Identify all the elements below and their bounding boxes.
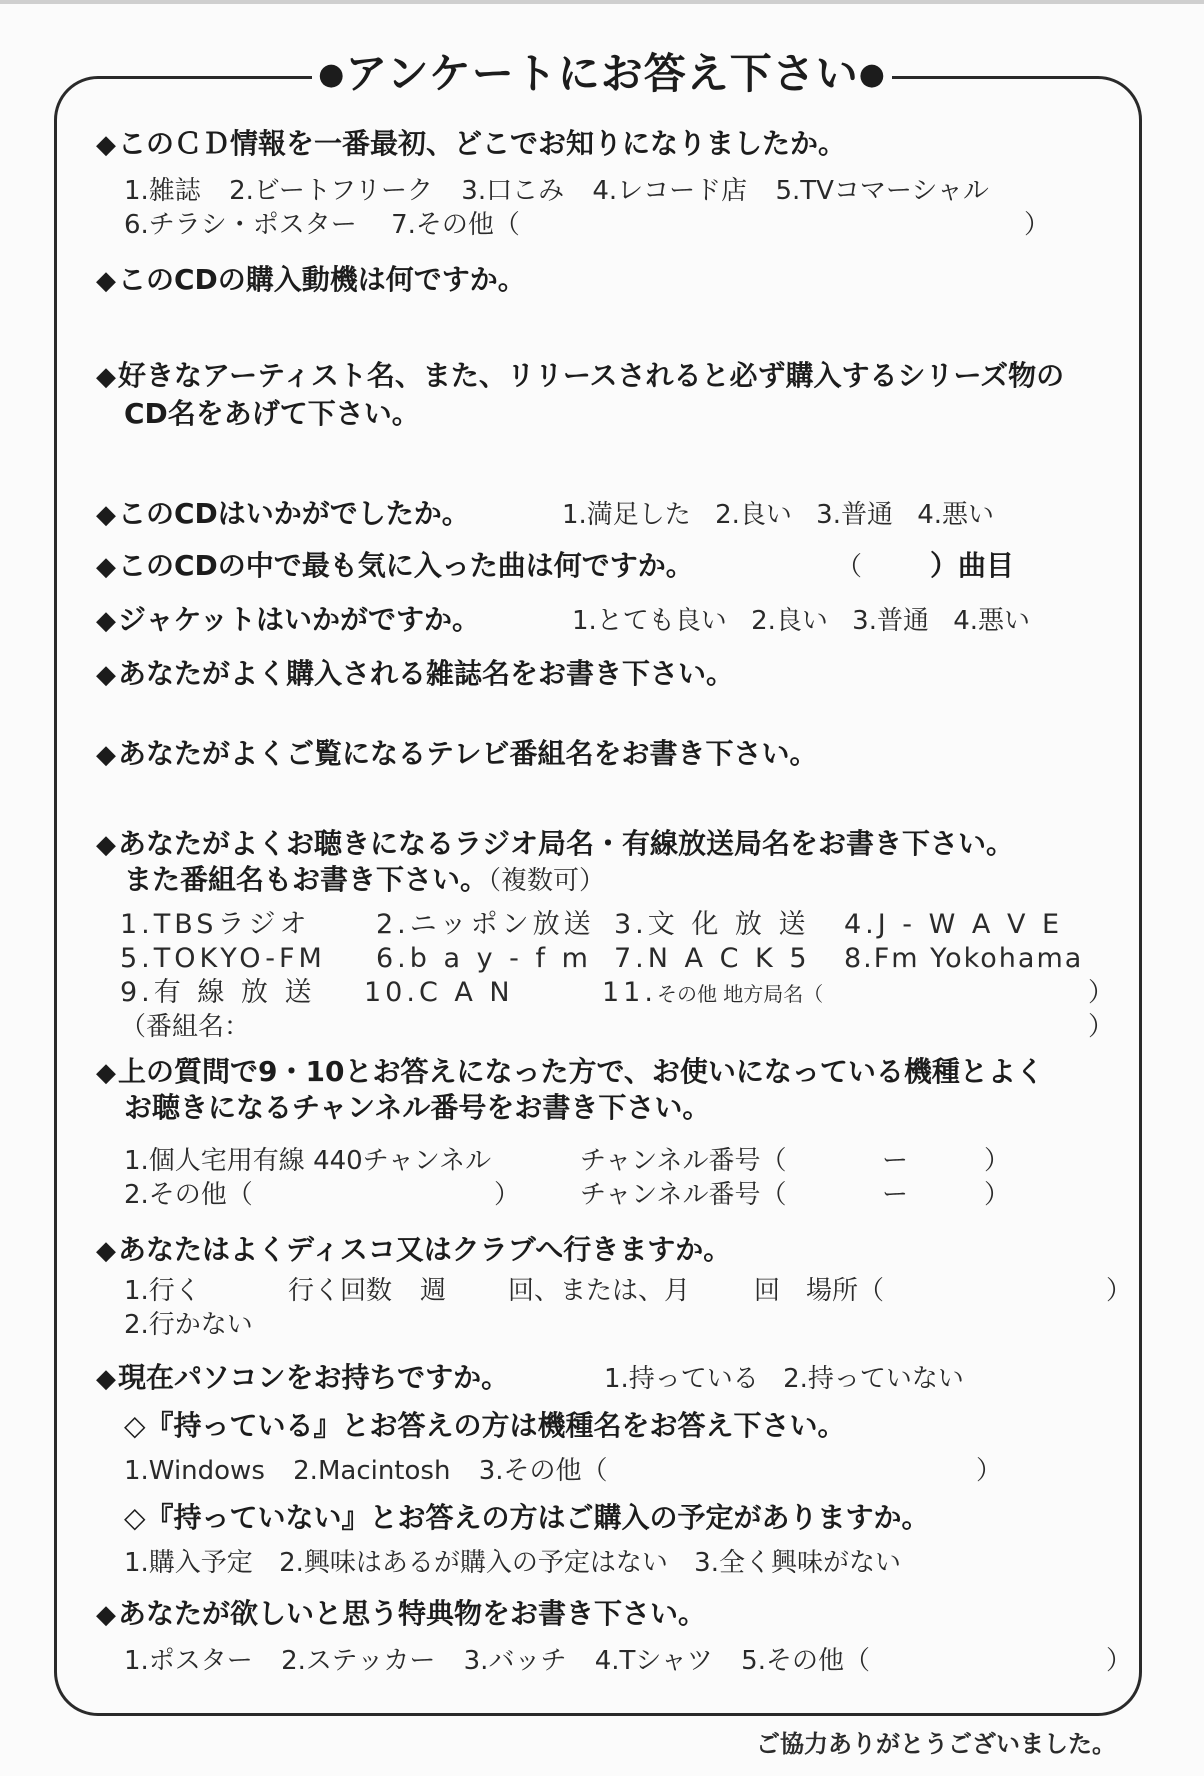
option[interactable]: 3.バッチ	[463, 1646, 567, 1676]
diamond-icon: ◆	[96, 552, 116, 582]
option[interactable]: 7.N A C K 5	[614, 943, 811, 974]
option[interactable]: 2.ビートフリーク	[229, 176, 434, 206]
question-9-text2: また番組名もお書き下さい。	[124, 863, 489, 896]
question-5	[96, 548, 694, 585]
bracket-close: ）	[976, 1456, 1003, 1486]
option[interactable]: 6.チラシ・ポスター	[124, 210, 357, 240]
disco-row-2	[124, 1308, 253, 1342]
bracket-open: （	[836, 552, 863, 582]
diamond-icon: ◆	[96, 500, 116, 530]
disco-row-1-close	[1106, 1274, 1132, 1308]
channel-row-1-number	[580, 1144, 786, 1178]
question-3-line2	[124, 396, 420, 432]
option[interactable]: 11.	[602, 977, 657, 1008]
channel-row-2	[124, 1178, 253, 1212]
place-label: 場所（	[806, 1276, 885, 1306]
option[interactable]: 3.口こみ	[461, 176, 565, 206]
option[interactable]: 3.全く興味がない	[694, 1548, 901, 1578]
question-4-options	[562, 498, 994, 532]
diamond-icon: ◆	[96, 1236, 116, 1266]
survey-title	[312, 44, 892, 105]
option[interactable]: 1.個人宅用有線 440チャンネル	[124, 1146, 492, 1176]
program-name-row	[120, 1010, 250, 1044]
question-5-open	[836, 550, 862, 584]
question-10-text2: お聴きになるチャンネル番号をお書き下さい。	[124, 1091, 711, 1124]
option[interactable]: 2.興味はあるが購入の予定はない	[279, 1548, 668, 1578]
option[interactable]: 3.普通	[852, 606, 929, 636]
diamond-icon: ◆	[96, 660, 116, 690]
question-9-line2	[124, 862, 605, 898]
diamond-icon: ◆	[96, 362, 116, 392]
option[interactable]: 4.レコード店	[592, 176, 748, 206]
question-7-text: あなたがよく購入される雑誌名をお書き下さい。	[118, 657, 735, 690]
diamond-icon: ◆	[96, 740, 116, 770]
option-other[interactable]: 3.その他（	[478, 1456, 608, 1486]
question-4	[96, 496, 470, 533]
question-3-text: 好きなアーティスト名、また、リリースされると必ず購入するシリーズ物の	[118, 359, 1065, 392]
option[interactable]: 3.文 化 放 送	[614, 909, 810, 940]
disco-row-1-month	[508, 1274, 690, 1308]
question-12-text: 現在パソコンをお持ちですか。	[118, 1361, 510, 1394]
station-row-1	[120, 908, 310, 942]
option[interactable]: 4.J - W A V E	[844, 909, 1064, 940]
question-12-sub2	[124, 1500, 930, 1536]
question-1-close	[1024, 208, 1050, 242]
question-12-options	[604, 1362, 964, 1396]
bracket-close: ）	[1106, 1276, 1133, 1306]
program-name-close	[1088, 1010, 1114, 1044]
diamond-icon: ◆	[96, 830, 116, 860]
option-other[interactable]: 5.その他（	[741, 1646, 870, 1676]
option-other[interactable]: 7.その他（	[391, 210, 520, 240]
option[interactable]: 1.行く	[124, 1276, 201, 1306]
option[interactable]: 4.悪い	[953, 606, 1031, 636]
option[interactable]: 1.TBSラジオ	[120, 909, 311, 940]
question-2	[96, 262, 526, 299]
station-row-1d	[844, 908, 1063, 942]
question-12	[96, 1360, 509, 1397]
question-3-text2: CD名をあげて下さい。	[124, 397, 420, 430]
disco-row-1-times	[754, 1274, 884, 1308]
question-8	[96, 736, 817, 773]
station-row-3b	[364, 976, 514, 1010]
track-suffix: 曲目	[958, 549, 1015, 582]
option[interactable]: 2.ニッポン放送	[376, 909, 595, 940]
visit-count-label: 行く回数	[288, 1276, 393, 1306]
station-row-3	[120, 976, 316, 1010]
option-other-local[interactable]: その他 地方局名（	[656, 982, 824, 1006]
option[interactable]: 2.Macintosh	[293, 1456, 451, 1486]
channel-row-1-close	[984, 1144, 1010, 1178]
option[interactable]: 1.とても良い	[572, 606, 727, 636]
question-6-text: ジャケットはいかがですか。	[118, 603, 481, 636]
question-5-text: このCDの中で最も気に入った曲は何ですか。	[118, 549, 694, 582]
option[interactable]: 9.有 線 放 送	[120, 977, 316, 1008]
option[interactable]: 6.b a y - f m	[376, 943, 592, 974]
bracket-close: ）	[1024, 210, 1051, 240]
bracket-close: ）	[494, 1180, 521, 1210]
dash: ー	[882, 1180, 909, 1210]
option[interactable]: 1.持っている	[604, 1364, 759, 1394]
option[interactable]: 1.購入予定	[124, 1548, 253, 1578]
station-row-2d	[844, 942, 1083, 976]
channel-row-2-number	[580, 1178, 786, 1212]
question-5-answer	[930, 548, 1014, 584]
option[interactable]: 3.普通	[816, 500, 893, 530]
question-1-options-row1	[124, 174, 989, 208]
option[interactable]: 1.ポスター	[124, 1646, 253, 1676]
option[interactable]: 2.良い	[751, 606, 828, 636]
option[interactable]: 8.Fm Yokohama	[844, 943, 1084, 974]
disco-row-1	[124, 1274, 201, 1308]
week-label: 週	[420, 1276, 447, 1306]
question-7	[96, 656, 734, 693]
question-12-sub1-close	[976, 1454, 1002, 1488]
option[interactable]: 1.雑誌	[124, 176, 201, 206]
option[interactable]: 5.TVコマーシャル	[775, 176, 989, 206]
option-other[interactable]: 2.その他（	[124, 1180, 253, 1210]
channel-row-1-dash	[882, 1144, 908, 1178]
question-8-text: あなたがよくご覧になるテレビ番組名をお書き下さい。	[118, 737, 818, 770]
question-12-sub2-text: ◇『持っていない』とお答えの方はご購入の予定がありますか。	[124, 1501, 930, 1534]
title-bar	[0, 44, 1204, 113]
station-row-1c	[614, 908, 810, 942]
option[interactable]: 1.Windows	[124, 1456, 265, 1486]
option[interactable]: 2.行かない	[124, 1310, 253, 1340]
times-label: 回	[754, 1276, 781, 1306]
dot-icon: ●	[858, 57, 886, 92]
bracket-close: ）	[1106, 1646, 1133, 1676]
station-row-3c	[602, 976, 823, 1011]
question-10-line2	[124, 1090, 710, 1126]
question-2-text: このCDの購入動機は何ですか。	[118, 263, 526, 296]
question-11-text: あなたはよくディスコ又はクラブへ行きますか。	[118, 1233, 732, 1266]
question-13-options	[124, 1644, 870, 1678]
diamond-icon: ◆	[96, 1058, 116, 1088]
question-1-options-row2	[124, 208, 520, 242]
scan-edge	[0, 0, 1204, 4]
channel-row-2-dash	[882, 1178, 908, 1212]
option[interactable]: 4.Tシャツ	[594, 1646, 713, 1676]
question-3	[96, 358, 1064, 395]
station-row-3-close	[1088, 976, 1114, 1010]
channel-row-2-close-other	[494, 1178, 520, 1212]
channel-number-label: チャンネル番号（	[580, 1180, 787, 1210]
option[interactable]: 1.満足した	[562, 500, 691, 530]
bracket-close: ）	[1088, 978, 1115, 1008]
month-label: 回、または、月	[508, 1276, 691, 1306]
diamond-icon: ◆	[96, 1364, 116, 1394]
disco-row-1-count	[288, 1274, 446, 1308]
option[interactable]: 2.良い	[715, 500, 792, 530]
question-9-text: あなたがよくお聴きになるラジオ局名・有線放送局名をお書き下さい。	[118, 827, 1015, 860]
station-row-2b	[376, 942, 592, 976]
bracket-close: ）	[930, 549, 959, 582]
question-12-sub1-options	[124, 1454, 608, 1488]
question-10-text: 上の質問で9・10とお答えになった方で、お使いになっている機種とよく	[118, 1055, 1044, 1088]
question-1	[96, 126, 846, 163]
question-6-options	[572, 604, 1030, 638]
thank-you-note: ご協力ありがとうございました。	[756, 1730, 1116, 1758]
station-row-2c	[614, 942, 811, 976]
question-6	[96, 602, 480, 639]
question-1-text: このＣＤ情報を一番最初、どこでお知りになりましたか。	[118, 127, 847, 160]
question-10	[96, 1054, 1044, 1091]
option[interactable]: 2.持っていない	[783, 1364, 964, 1394]
bracket-close: ）	[984, 1146, 1011, 1176]
question-13-text: あなたが欲しいと思う特典物をお書き下さい。	[118, 1597, 707, 1630]
bracket-close: ）	[984, 1180, 1011, 1210]
station-row-1b	[376, 908, 595, 942]
dot-icon: ●	[318, 57, 346, 92]
question-12-sub1	[124, 1408, 846, 1444]
diamond-icon: ◆	[96, 1600, 116, 1630]
option[interactable]: 4.悪い	[917, 500, 995, 530]
diamond-icon: ◆	[96, 606, 116, 636]
program-name-label: （番組名：	[120, 1012, 251, 1042]
channel-row-2-close	[984, 1178, 1010, 1212]
question-11	[96, 1232, 731, 1269]
option[interactable]: 10.C A N	[364, 977, 514, 1008]
dash: ー	[882, 1146, 909, 1176]
question-9	[96, 826, 1014, 863]
option[interactable]: 2.ステッカー	[281, 1646, 436, 1676]
channel-row-1	[124, 1144, 491, 1178]
diamond-icon: ◆	[96, 266, 116, 296]
option[interactable]: 5.TOKYO-FM	[120, 943, 326, 974]
bracket-close: ）	[1088, 1012, 1115, 1042]
question-13-close	[1106, 1644, 1132, 1678]
question-4-text: このCDはいかがでしたか。	[118, 497, 470, 530]
diamond-icon: ◆	[96, 130, 116, 160]
question-13	[96, 1596, 706, 1633]
multiple-ok-note: （複数可）	[488, 866, 606, 896]
question-12-sub1-text: ◇『持っている』とお答えの方は機種名をお答え下さい。	[124, 1409, 846, 1442]
survey-title-text: アンケートにお答え下さい	[345, 49, 859, 98]
station-row-2	[120, 942, 326, 976]
channel-number-label: チャンネル番号（	[580, 1146, 787, 1176]
question-12-sub2-options	[124, 1546, 901, 1580]
